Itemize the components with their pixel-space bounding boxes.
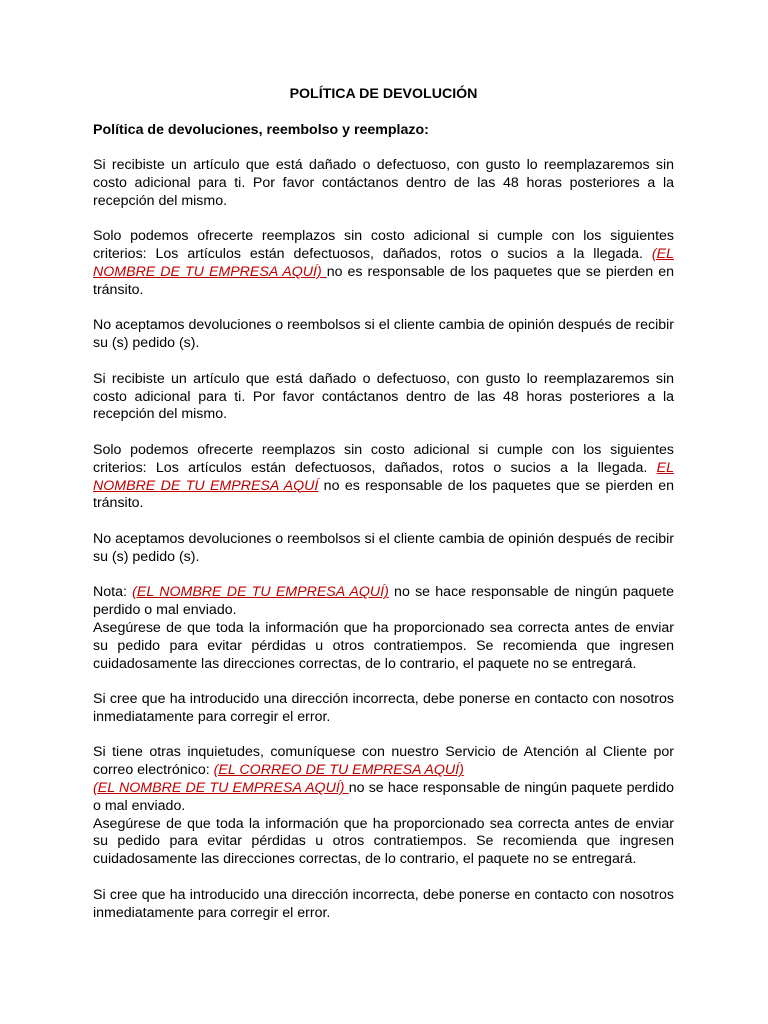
company-name-placeholder: EL NOMBRE DE TU EMPRESA AQUÍ	[93, 459, 674, 494]
paragraph-no-returns-repeat: No aceptamos devoluciones o reembolsos si el cliente cambia de opinión después de recibir su (s) pedido (s).	[93, 530, 674, 565]
paragraph-text: no se hace responsable de ningún paquete perdido o mal enviado.	[93, 584, 674, 619]
page-title: POLÍTICA DE DEVOLUCIÓN	[289, 86, 478, 102]
company-name-placeholder: (EL NOMBRE DE TU EMPRESA AQUÍ)	[93, 780, 349, 797]
paragraph-contact	[93, 744, 674, 780]
company-name-placeholder: (EL NOMBRE DE TU EMPRESA AQUÍ)	[93, 246, 674, 280]
company-email-placeholder: (EL CORREO DE TU EMPRESA AQUÍ)	[213, 762, 464, 779]
paragraph-wrong-address: Si cree que ha introducido una dirección incorrecta, debe ponerse en contacto con nosotros inmediatamente para corregir el error.	[93, 691, 674, 725]
paragraph-damaged-item: Si recibiste un artículo que está dañado o defectuoso, con gusto lo reemplazaremos sin costo adicional para ti. Por favor contáctanos dentro de las 48 horas posteriores a la recepción del mismo.	[93, 157, 674, 209]
document-body	[93, 86, 674, 940]
paragraph-not-responsible	[93, 780, 674, 816]
note-label: Nota:	[93, 584, 133, 601]
paragraph-text: Solo podemos ofrecerte reemplazos sin costo adicional si cumple con los siguientes criterios: Los artículos están defectuosos, dañados, rotos o sucios a la llegada.	[93, 441, 674, 476]
paragraph-text: Si tiene otras inquietudes, comuníquese con nuestro Servicio de Atención al Cliente por correo electrónico:	[93, 744, 674, 779]
paragraph-verify-info: Asegúrese de que toda la información que ha proporcionado sea correcta antes de enviar su pedido para evitar pérdidas u otros contratiempos. Se recomienda que ingresen cuidadosamente las direcciones correctas, de lo contrario, el paquete no se entregará.	[93, 619, 674, 672]
paragraph-replacement-criteria	[93, 228, 674, 299]
paragraph-damaged-item-repeat: Si recibiste un artículo que está dañado o defectuoso, con gusto lo reemplazaremos sin costo adicional para ti. Por favor contáctanos dentro de las 48 horas posteriores a la recepción del mismo.	[93, 370, 674, 423]
paragraph-text: no se hace responsable de ningún paquete perdido o mal enviado.	[93, 780, 674, 814]
paragraph-no-returns: No aceptamos devoluciones o reembolsos si el cliente cambia de opinión después de recibir su (s) pedido (s).	[93, 317, 674, 352]
paragraph-wrong-address-repeat: Si cree que ha introducido una dirección incorrecta, debe ponerse en contacto con nosotros inmediatamente para corregir el error.	[93, 886, 674, 921]
paragraph-text: no es responsable de los paquetes que se pierden en tránsito.	[93, 263, 674, 298]
paragraph-note	[93, 584, 674, 620]
paragraph-verify-info-repeat: Asegúrese de que toda la información que ha proporcionado sea correcta antes de enviar su pedido para evitar pérdidas u otros contratiempos. Se recomienda que ingresen cuidadosamente las direcciones correctas, de lo contrario, el paquete no se entregará.	[93, 815, 674, 868]
company-name-placeholder: (EL NOMBRE DE TU EMPRESA AQUÍ)	[132, 584, 389, 601]
paragraph-replacement-criteria-repeat	[93, 442, 674, 513]
paragraph-text: no es responsable de los paquetes que se pierden en tránsito.	[93, 477, 674, 512]
paragraph-text: Solo podemos ofrecerte reemplazos sin costo adicional si cumple con los siguientes criterios: Los artículos están defectuosos, dañados, rotos o sucios a la llegada.	[93, 228, 674, 263]
section-subtitle: Política de devoluciones, reembolso y reemplazo:	[93, 121, 429, 138]
